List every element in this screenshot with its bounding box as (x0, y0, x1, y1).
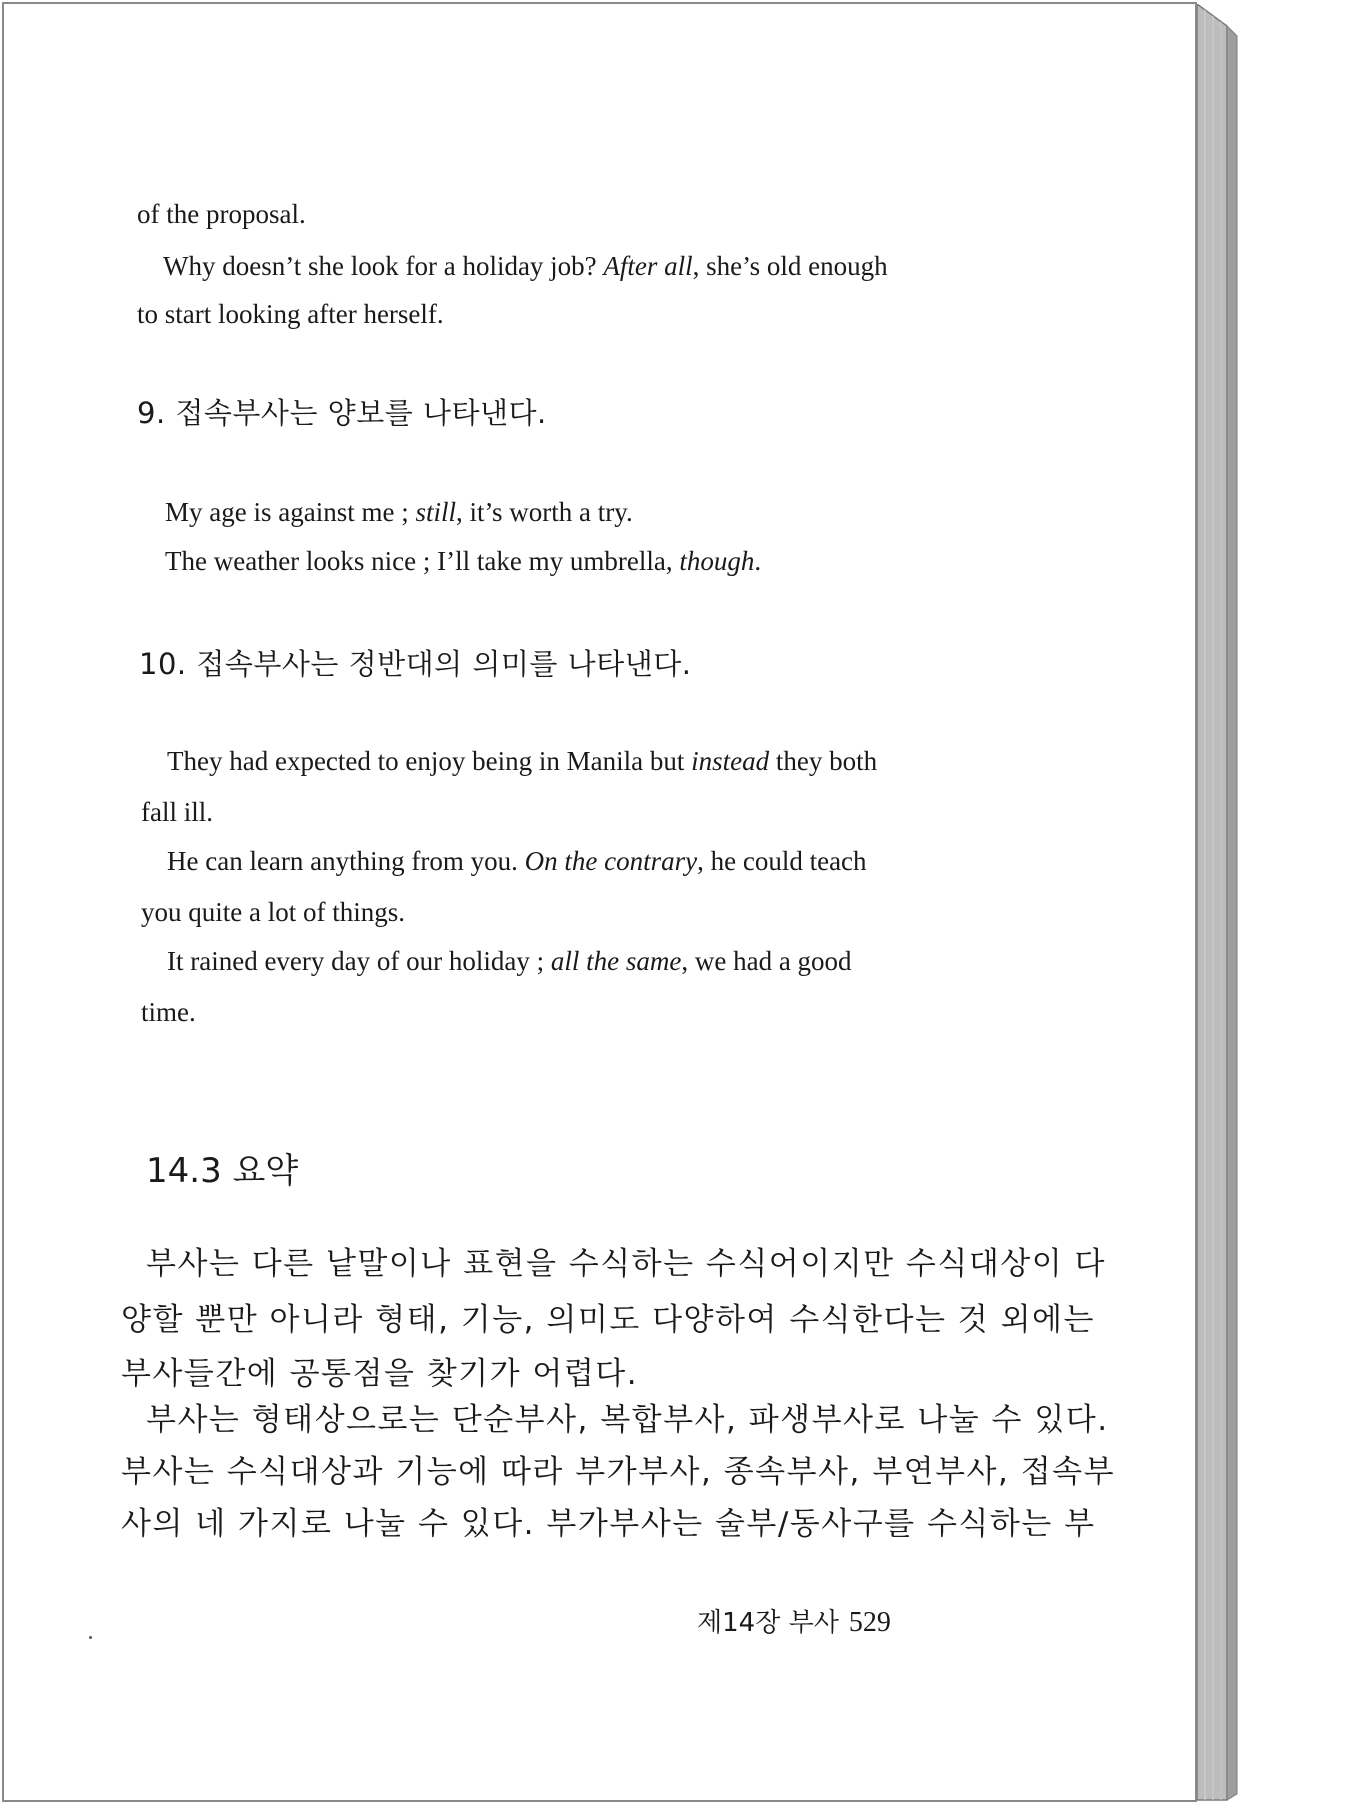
text-line: fall ill. (141, 797, 213, 827)
chapter-label: 제14장 부사 (697, 1608, 839, 1638)
text-line: of the proposal. (137, 199, 306, 229)
example-sentence: It rained every day of our holiday ; all the same, we had a good (167, 946, 852, 976)
paragraph-line: 부사는 형태상으로는 단순부사, 복합부사, 파생부사로 나눌 수 있다. (146, 1402, 1109, 1438)
page-number: 529 (848, 1607, 891, 1638)
text-line: to start looking after herself. (137, 299, 444, 329)
example-sentence: Why doesn’t she look for a holiday job? After all, she’s old enough (163, 251, 888, 281)
paragraph-line: 부사는 다른 낱말이나 표현을 수식하는 수식어이지만 수식대상이 다 (146, 1246, 1106, 1282)
paragraph-line: 부사는 수식대상과 기능에 따라 부가부사, 종속부사, 부연부사, 접속부 (121, 1454, 1116, 1490)
example-sentence: He can learn anything from you. On the contrary, he could teach (167, 846, 867, 876)
paragraph-line: 부사들간에 공통점을 찾기가 어렵다. (121, 1356, 639, 1392)
section-title: 14.3 요약 (146, 1151, 299, 1191)
book-edge (1197, 4, 1255, 1804)
text-line: time. (141, 997, 196, 1027)
paragraph-line: 양할 뿐만 아니라 형태, 기능, 의미도 다양하여 수식한다는 것 외에는 (121, 1302, 1095, 1338)
example-sentence: The weather looks nice ; I’ll take my umbrella, though. (165, 546, 762, 576)
section-heading: 10. 접속부사는 정반대의 의미를 나타낸다. (139, 647, 692, 681)
page-footer (697, 1606, 891, 1640)
example-sentence: My age is against me ; still, it’s worth a try. (165, 497, 633, 527)
text-line: you quite a lot of things. (141, 897, 405, 927)
paragraph-line: 사의 네 가지로 나눌 수 있다. 부가부사는 술부/동사구를 수식하는 부 (121, 1506, 1096, 1542)
section-heading: 9. 접속부사는 양보를 나타낸다. (137, 396, 547, 430)
speck (89, 1636, 92, 1639)
example-sentence: They had expected to enjoy being in Manila but instead they both (167, 746, 878, 776)
